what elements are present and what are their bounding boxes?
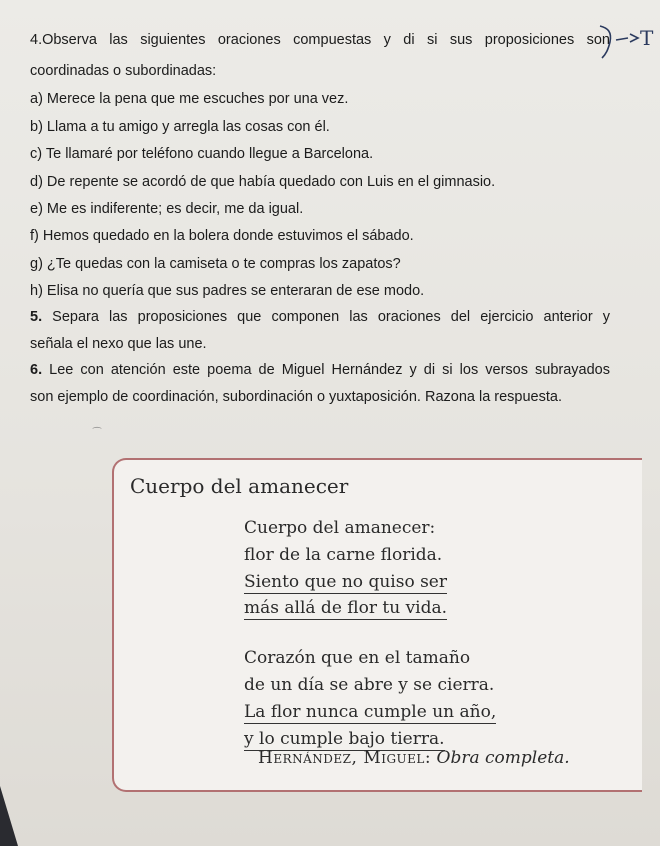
exercise-number: 6. xyxy=(30,362,43,378)
exercise-4-item-e: e) Me es indiferente; es decir, me da igual. xyxy=(30,201,304,217)
exercise-4-item-f: f) Hemos quedado en la bolera donde estuvimos el sábado. xyxy=(30,228,414,244)
exercise-6-prompt-line-1 xyxy=(30,362,610,378)
poem-verse-2: flor de la carne florida. xyxy=(244,545,443,565)
citation-work: Obra completa. xyxy=(436,748,570,768)
exercise-6-prompt-line-2: son ejemplo de coordinación, subordinación o yuxtaposición. Razona la respuesta. xyxy=(30,389,562,405)
exercise-4-item-b: b) Llama a tu amigo y arregla las cosas con él. xyxy=(30,119,330,135)
poem-citation xyxy=(258,748,570,768)
exercise-4-prompt-line-1 xyxy=(30,32,610,48)
exercise-5-prompt-text: 5. Separa las proposiciones que componen las oraciones del ejercicio anterior y xyxy=(30,309,610,325)
exercise-4-item-g: g) ¿Te quedas con la camiseta o te compras los zapatos? xyxy=(30,256,401,272)
exercise-5-prompt-line-2: señala el nexo que las une. xyxy=(30,336,207,352)
handwritten-note-text: T xyxy=(640,26,654,50)
poem-verse-5: Corazón que en el tamaño xyxy=(244,648,471,668)
exercise-4-prompt-line-2: coordinadas o subordinadas: xyxy=(30,63,217,79)
handwritten-bracket-note xyxy=(598,22,660,62)
exercise-4-prompt-text: 4.Observa las siguientes oraciones compuestas y di si sus proposiciones son xyxy=(30,32,610,48)
underlined-verse-text: Siento que no quiso ser xyxy=(244,572,447,592)
page-shadow-corner xyxy=(0,786,18,846)
underlined-verse-text: y lo cumple bajo tierra. xyxy=(244,729,445,749)
poem-verse-7-underlined xyxy=(244,702,496,722)
exercise-4-item-a: a) Merece la pena que me escuches por una vez. xyxy=(30,91,349,107)
citation-author: Hernández, Miguel: xyxy=(258,748,432,768)
handwritten-bracket-icon xyxy=(598,22,642,60)
poem-verse-3-underlined xyxy=(244,572,447,592)
speck-mark: ⁀ xyxy=(93,428,102,439)
exercise-5-prompt-line-1 xyxy=(30,309,610,325)
poem-verse-4-underlined xyxy=(244,598,447,618)
underlined-verse-text: más allá de flor tu vida. xyxy=(244,598,448,618)
underlined-verse-text: La flor nunca cumple un año, xyxy=(244,702,497,722)
exercise-4-item-c: c) Te llamaré por teléfono cuando llegue a Barcelona. xyxy=(30,146,374,162)
poem-title: Cuerpo del amanecer xyxy=(130,474,349,498)
exercise-4-item-h: h) Elisa no quería que sus padres se enteraran de ese modo. xyxy=(30,283,425,299)
exercise-4-item-d: d) De repente se acordó de que había quedado con Luis en el gimnasio. xyxy=(30,174,496,190)
poem-verse-1: Cuerpo del amanecer: xyxy=(244,518,436,538)
exercise-number: 5. xyxy=(30,309,43,325)
exercise-6-prompt-text: 6. Lee con atención este poema de Miguel Hernández y di si los versos subrayados xyxy=(30,362,610,378)
poem-verse-8-underlined xyxy=(244,729,445,749)
poem-verse-6: de un día se abre y se cierra. xyxy=(244,675,495,695)
